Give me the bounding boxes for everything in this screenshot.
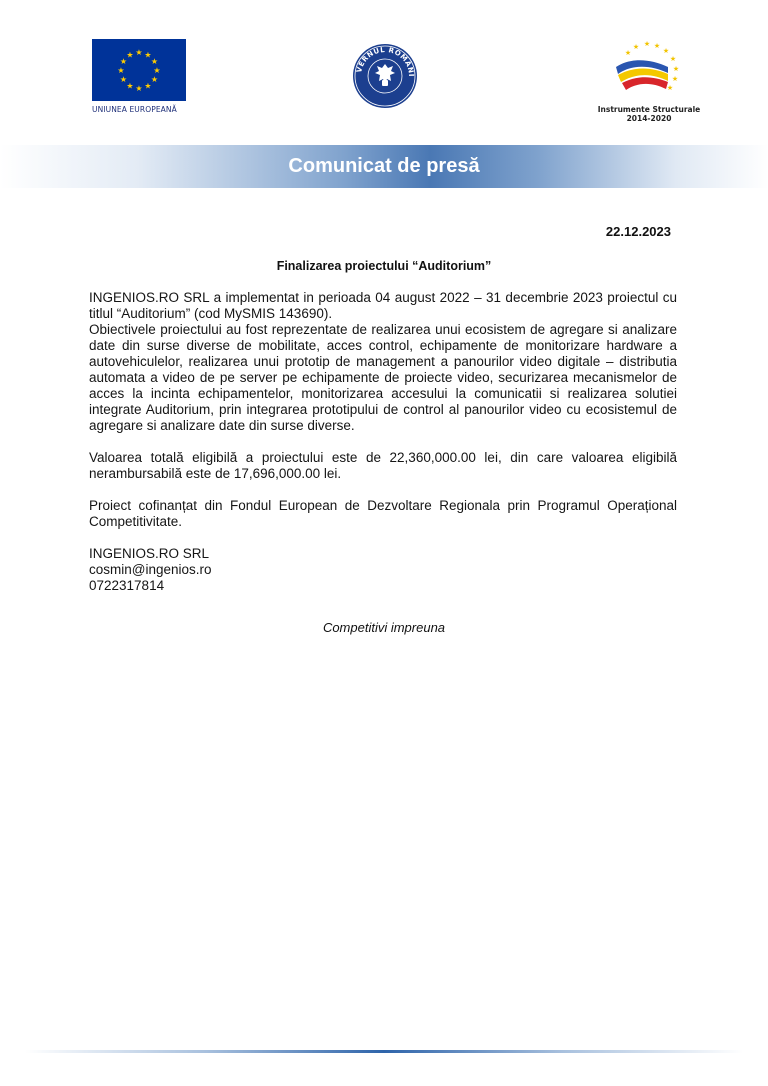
- structural-instruments-logo: [596, 37, 702, 129]
- svg-text:★: ★: [119, 57, 128, 66]
- footer-divider: [25, 1050, 743, 1053]
- svg-text:★: ★: [662, 47, 670, 55]
- structural-instruments-icon: [596, 37, 702, 103]
- eu-logo: [92, 39, 186, 115]
- svg-text:★: ★: [632, 43, 640, 51]
- svg-text:★: ★: [126, 50, 134, 60]
- svg-text:★: ★: [126, 81, 134, 91]
- svg-text:★: ★: [150, 57, 159, 66]
- svg-text:★: ★: [144, 50, 152, 60]
- press-release-date: 22.12.2023: [605, 224, 671, 239]
- svg-text:★: ★: [117, 66, 125, 75]
- svg-text:★: ★: [119, 75, 128, 84]
- structural-instruments-caption: [596, 105, 702, 123]
- eu-flag-icon: [92, 39, 186, 101]
- svg-text:★: ★: [643, 40, 651, 48]
- slogan: Competitivi impreuna: [322, 620, 446, 635]
- svg-text:★: ★: [624, 49, 632, 57]
- svg-text:★: ★: [669, 55, 677, 63]
- paragraph-value: Valoarea totală eligibilă a proiectului este de 22,360,000.00 lei, din care valoarea eligibilă nerambursabilă este de 17,696,000.00 lei.: [89, 450, 677, 481]
- svg-text:★: ★: [153, 66, 161, 75]
- svg-text:★: ★: [135, 48, 143, 57]
- eu-logo-caption: UNIUNEA EUROPEANĂ: [92, 105, 177, 114]
- press-release-title: Finalizarea proiectului “Auditorium”: [276, 259, 492, 273]
- svg-text:★: ★: [671, 75, 679, 83]
- press-release-body: [89, 290, 677, 594]
- gov-seal-text: VERNUL ROMÂNI: [355, 45, 416, 78]
- contact-email: cosmin@ingenios.ro: [89, 562, 212, 577]
- svg-text:★: ★: [653, 42, 661, 50]
- svg-text:★: ★: [135, 84, 143, 93]
- svg-text:★: ★: [144, 81, 152, 91]
- banner-title: Comunicat de presă: [288, 155, 480, 177]
- contact-company: INGENIOS.RO SRL: [89, 546, 210, 561]
- paragraph-implementation: INGENIOS.RO SRL a implementat in perioada 04 august 2022 – 31 decembrie 2023 proiectul cu titlul “Auditorium” (cod MySMIS 143690).: [89, 290, 677, 321]
- svg-text:★: ★: [666, 84, 674, 92]
- is-caption-line1: Instrumente Structurale: [597, 105, 701, 114]
- romania-coat-of-arms-icon: [351, 42, 419, 110]
- contact-phone: 0722317814: [89, 578, 165, 593]
- svg-text:★: ★: [150, 75, 159, 84]
- paragraph-objectives: Obiectivele proiectului au fost reprezentate de realizarea unui ecosistem de agregare si analizare date din surse diverse de mobilitate, acces control, echipamente de monitorizare hardware a autovehiculelor, realizarea unui prototip de management a panourilor video digitale – distributia automata a video de pe server pe echipamente de proiecte video, securizarea mecanismelor de acces la incinta echipamentelor, monitorizarea accesului la comunicatii si realizarea solutiei integrate Auditorium, prin integrarea prototipului de control al panourilor video cu ecosistemul de agregare si analizare date din surse diverse.: [89, 322, 677, 433]
- paragraph-cofinancing: Proiect cofinanțat din Fondul European de Dezvoltare Regionala prin Programul Operațional Competitivitate.: [89, 498, 677, 529]
- svg-text:★: ★: [672, 65, 680, 73]
- is-caption-line2: 2014-2020: [626, 114, 672, 123]
- government-seal-logo: [351, 42, 419, 110]
- title-banner: [0, 145, 768, 188]
